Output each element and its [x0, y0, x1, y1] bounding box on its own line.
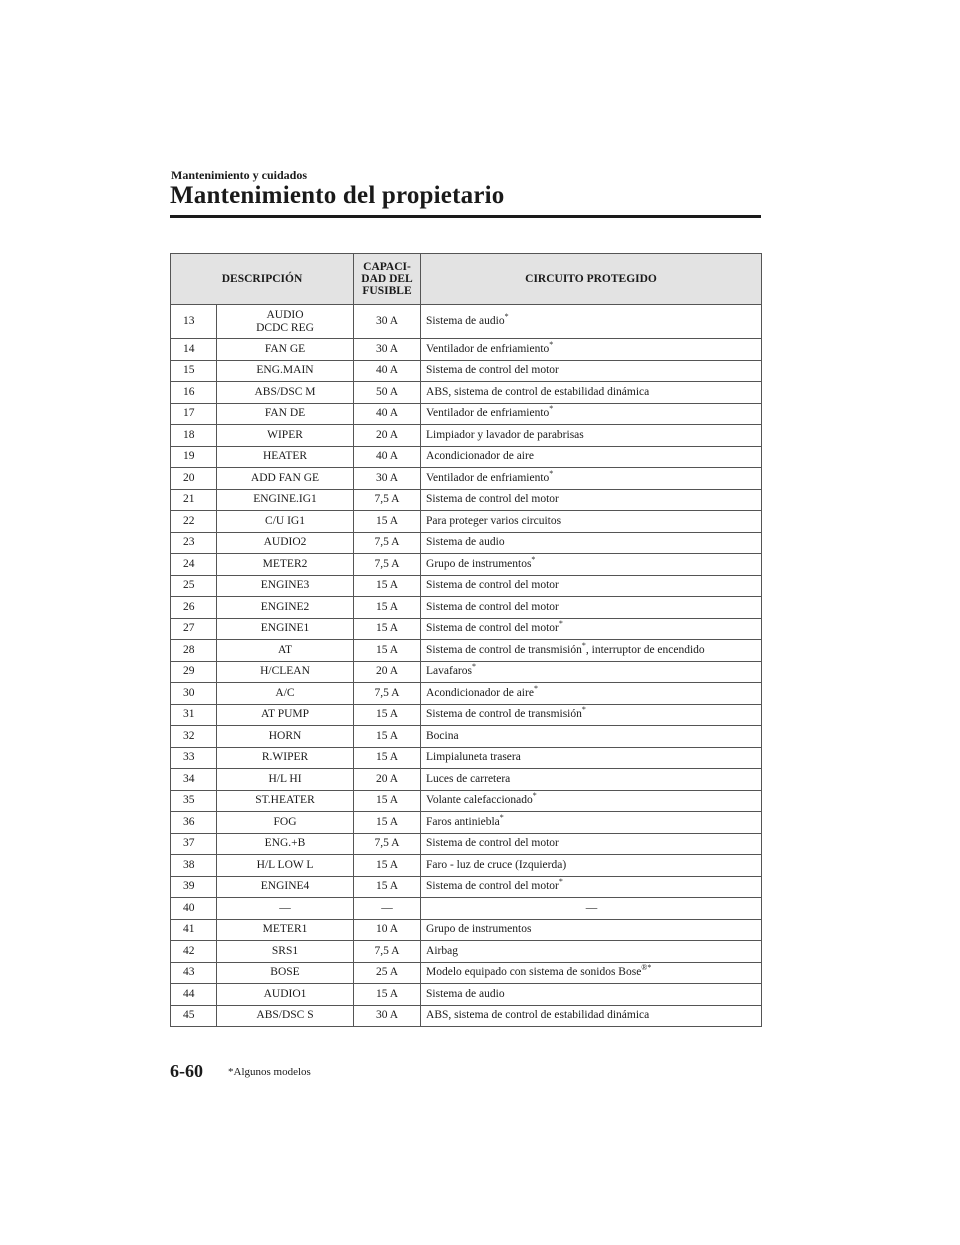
fuse-capacity: — [354, 898, 421, 920]
fuse-capacity: 30 A [354, 305, 421, 339]
circuit-text: Volante calefaccionado [426, 794, 533, 807]
fuse-number: 40 [171, 898, 217, 920]
fuse-circuit [421, 704, 762, 726]
fuse-circuit [421, 554, 762, 576]
footnote-marker: * [558, 619, 563, 629]
fuse-circuit [421, 1005, 762, 1027]
fuse-circuit [421, 726, 762, 748]
page-number: 6-60 [170, 1061, 203, 1081]
fuse-circuit [421, 468, 762, 490]
circuit-text: Lavafaros [426, 665, 472, 678]
table-row [171, 554, 762, 576]
fuse-description: FAN DE [217, 403, 354, 425]
table-row [171, 769, 762, 791]
fuse-circuit [421, 618, 762, 640]
fuse-description: WIPER [217, 425, 354, 447]
footnote-marker: * [581, 641, 586, 651]
circuit-text: Airbag [426, 944, 458, 957]
fuse-description: AUDIO2 [217, 532, 354, 554]
fuse-circuit [421, 898, 762, 920]
fuse-description: R.WIPER [217, 747, 354, 769]
fuse-description: H/L HI [217, 769, 354, 791]
fuse-capacity: 10 A [354, 919, 421, 941]
table-row [171, 898, 762, 920]
table-row [171, 876, 762, 898]
fuse-number: 35 [171, 790, 217, 812]
fuse-circuit [421, 575, 762, 597]
fuse-capacity: 15 A [354, 618, 421, 640]
fuse-capacity: 15 A [354, 984, 421, 1006]
fuse-capacity: 7,5 A [354, 941, 421, 963]
fuse-capacity: 20 A [354, 769, 421, 791]
fuse-number: 27 [171, 618, 217, 640]
fuse-circuit [421, 833, 762, 855]
fuse-capacity: 30 A [354, 468, 421, 490]
fuse-circuit [421, 446, 762, 468]
table-row [171, 640, 762, 662]
footnote-marker: * [533, 684, 538, 694]
fuse-number: 43 [171, 962, 217, 984]
fuse-capacity: 20 A [354, 661, 421, 683]
fuse-number: 38 [171, 855, 217, 877]
table-row [171, 790, 762, 812]
fuse-capacity: 30 A [354, 339, 421, 361]
fuse-capacity: 7,5 A [354, 833, 421, 855]
fuse-number: 44 [171, 984, 217, 1006]
fuse-description: AUDIO DCDC REG [217, 305, 354, 339]
circuit-text: Sistema de audio [426, 315, 505, 328]
table-row [171, 532, 762, 554]
footnote: *Algunos modelos [228, 1066, 311, 1078]
fuse-number: 22 [171, 511, 217, 533]
circuit-text: Luces de carretera [426, 772, 511, 785]
fuse-capacity: 7,5 A [354, 532, 421, 554]
table-row [171, 575, 762, 597]
table-row [171, 618, 762, 640]
fuse-description: ST.HEATER [217, 790, 354, 812]
col-header-description: DESCRIPCIÓN [171, 254, 354, 305]
fuse-circuit [421, 339, 762, 361]
fuse-capacity: 15 A [354, 876, 421, 898]
fuse-number: 36 [171, 812, 217, 834]
fuse-number: 25 [171, 575, 217, 597]
circuit-text: Sistema de control del motor [426, 880, 559, 893]
col-header-circuit: CIRCUITO PROTEGIDO [421, 254, 762, 305]
fuse-capacity: 15 A [354, 597, 421, 619]
circuit-text: Sistema de control del motor [426, 622, 559, 635]
circuit-text: Bocina [426, 729, 459, 742]
fuse-description: H/L LOW L [217, 855, 354, 877]
table-row [171, 425, 762, 447]
footnote-marker: * [499, 813, 504, 823]
footnote-marker: * [558, 877, 563, 887]
table-row [171, 511, 762, 533]
fuse-circuit [421, 489, 762, 511]
circuit-text: Limpiador y lavador de parabrisas [426, 428, 584, 441]
table-row [171, 1005, 762, 1027]
fuse-description: ADD FAN GE [217, 468, 354, 490]
circuit-text: Sistema de control del motor [426, 579, 559, 592]
circuit-text: Limpialuneta trasera [426, 751, 521, 764]
table-row [171, 683, 762, 705]
fuse-description: ENG.MAIN [217, 360, 354, 382]
section-label: Mantenimiento y cuidados [171, 168, 308, 182]
circuit-text: Sistema de control del motor [426, 364, 559, 377]
fuse-number: 39 [171, 876, 217, 898]
circuit-text: — [585, 901, 598, 914]
fuse-number: 16 [171, 382, 217, 404]
circuit-text: Ventilador de enfriamiento [426, 342, 550, 355]
circuit-text: Sistema de control de transmisión [426, 643, 582, 656]
fuse-description: AT PUMP [217, 704, 354, 726]
table-row [171, 446, 762, 468]
fuse-capacity: 7,5 A [354, 554, 421, 576]
fuse-description: METER2 [217, 554, 354, 576]
fuse-circuit [421, 425, 762, 447]
fuse-number: 32 [171, 726, 217, 748]
fuse-number: 18 [171, 425, 217, 447]
table-row [171, 468, 762, 490]
fuse-number: 24 [171, 554, 217, 576]
circuit-text: Faros antiniebla [426, 815, 500, 828]
fuse-capacity: 15 A [354, 747, 421, 769]
fuse-circuit [421, 597, 762, 619]
footnote-marker: ®* [641, 963, 652, 973]
table-row [171, 962, 762, 984]
table-row [171, 747, 762, 769]
fuse-description: ENG.+B [217, 833, 354, 855]
fuse-description: — [217, 898, 354, 920]
fuse-number: 28 [171, 640, 217, 662]
fuse-number: 20 [171, 468, 217, 490]
circuit-text-suffix: , interruptor de encendido [585, 643, 705, 656]
circuit-text: Grupo de instrumentos [426, 923, 532, 936]
fuse-circuit [421, 790, 762, 812]
circuit-text: Para proteger varios circuitos [426, 514, 562, 527]
fuse-capacity: 15 A [354, 812, 421, 834]
fuse-number: 45 [171, 1005, 217, 1027]
fuse-circuit [421, 511, 762, 533]
fuse-description: HEATER [217, 446, 354, 468]
fuse-description: FOG [217, 812, 354, 834]
fuse-circuit [421, 382, 762, 404]
fuse-description: FAN GE [217, 339, 354, 361]
fuse-circuit [421, 661, 762, 683]
footnote-marker: * [549, 340, 554, 350]
fuse-description: SRS1 [217, 941, 354, 963]
circuit-text: Acondicionador de aire [426, 450, 534, 463]
circuit-text: Sistema de control del motor [426, 837, 559, 850]
page-title: Mantenimiento del propietario [170, 182, 505, 209]
fuse-description: ENGINE4 [217, 876, 354, 898]
fuse-capacity: 15 A [354, 704, 421, 726]
fuse-description: H/CLEAN [217, 661, 354, 683]
table-row [171, 833, 762, 855]
table-header-row [171, 254, 762, 305]
fuse-capacity: 20 A [354, 425, 421, 447]
footnote-marker: * [531, 555, 536, 565]
fuse-capacity: 15 A [354, 790, 421, 812]
table-row [171, 726, 762, 748]
table-row [171, 305, 762, 339]
fuse-number: 42 [171, 941, 217, 963]
fuse-description: ENGINE2 [217, 597, 354, 619]
fuse-circuit [421, 683, 762, 705]
fuse-circuit [421, 919, 762, 941]
fuse-circuit [421, 769, 762, 791]
fuse-description: ENGINE1 [217, 618, 354, 640]
table-row [171, 597, 762, 619]
fuse-capacity: 15 A [354, 726, 421, 748]
fuse-number: 19 [171, 446, 217, 468]
table-row [171, 855, 762, 877]
fuse-number: 15 [171, 360, 217, 382]
fuse-number: 41 [171, 919, 217, 941]
fuse-description: METER1 [217, 919, 354, 941]
fuse-capacity: 15 A [354, 575, 421, 597]
fuse-circuit [421, 962, 762, 984]
table-row [171, 339, 762, 361]
fuse-circuit [421, 876, 762, 898]
fuse-circuit [421, 360, 762, 382]
table-row [171, 812, 762, 834]
fuse-capacity: 7,5 A [354, 489, 421, 511]
fuse-capacity: 40 A [354, 403, 421, 425]
fuse-number: 31 [171, 704, 217, 726]
fuse-capacity: 30 A [354, 1005, 421, 1027]
footnote-marker: * [504, 312, 509, 322]
fuse-description: AUDIO1 [217, 984, 354, 1006]
fuse-number: 21 [171, 489, 217, 511]
fuse-number: 26 [171, 597, 217, 619]
fuse-number: 33 [171, 747, 217, 769]
circuit-text: Sistema de control del motor [426, 493, 559, 506]
table-row [171, 919, 762, 941]
table-row [171, 984, 762, 1006]
fuse-description: HORN [217, 726, 354, 748]
fuse-number: 37 [171, 833, 217, 855]
fuse-description: C/U IG1 [217, 511, 354, 533]
footnote-marker: * [472, 662, 476, 672]
circuit-text: Ventilador de enfriamiento [426, 471, 550, 484]
fuse-description: BOSE [217, 962, 354, 984]
fuse-capacity: 7,5 A [354, 683, 421, 705]
fuse-description: A/C [217, 683, 354, 705]
fuse-circuit [421, 640, 762, 662]
fuse-description: ABS/DSC S [217, 1005, 354, 1027]
fuse-circuit [421, 984, 762, 1006]
circuit-text: Sistema de control del motor [426, 600, 559, 613]
fuse-number: 23 [171, 532, 217, 554]
fuse-description: ABS/DSC M [217, 382, 354, 404]
circuit-text: Grupo de instrumentos [426, 557, 532, 570]
fuse-table [170, 253, 762, 1027]
fuse-capacity: 40 A [354, 360, 421, 382]
circuit-text: ABS, sistema de control de estabilidad dinámica [426, 385, 650, 398]
table-row [171, 382, 762, 404]
circuit-text: Sistema de control de transmisión [426, 708, 582, 721]
col-header-capacity: CAPACI- DAD DEL FUSIBLE [354, 254, 421, 305]
fuse-capacity: 50 A [354, 382, 421, 404]
circuit-text: Modelo equipado con sistema de sonidos Bose [426, 966, 642, 979]
fuse-circuit [421, 532, 762, 554]
fuse-description: ENGINE.IG1 [217, 489, 354, 511]
fuse-capacity: 40 A [354, 446, 421, 468]
fuse-description: ENGINE3 [217, 575, 354, 597]
fuse-capacity: 25 A [354, 962, 421, 984]
circuit-text: Faro - luz de cruce (Izquierda) [426, 858, 567, 871]
fuse-circuit [421, 305, 762, 339]
fuse-circuit [421, 812, 762, 834]
footnote-marker: * [532, 791, 537, 801]
circuit-text: Ventilador de enfriamiento [426, 407, 550, 420]
fuse-number: 30 [171, 683, 217, 705]
footnote-marker: * [549, 404, 554, 414]
fuse-circuit [421, 855, 762, 877]
table-row [171, 489, 762, 511]
table-row [171, 704, 762, 726]
fuse-circuit [421, 747, 762, 769]
circuit-text: Acondicionador de aire [426, 686, 534, 699]
circuit-text: ABS, sistema de control de estabilidad dinámica [426, 1009, 650, 1022]
fuse-circuit [421, 941, 762, 963]
fuse-circuit [421, 403, 762, 425]
fuse-capacity: 15 A [354, 855, 421, 877]
table-row [171, 403, 762, 425]
fuse-number: 34 [171, 769, 217, 791]
fuse-description: AT [217, 640, 354, 662]
title-rule [170, 215, 761, 218]
circuit-text: Sistema de audio [426, 536, 505, 549]
fuse-number: 29 [171, 661, 217, 683]
table-row [171, 360, 762, 382]
fuse-number: 13 [171, 305, 217, 339]
fuse-number: 14 [171, 339, 217, 361]
fuse-number: 17 [171, 403, 217, 425]
fuse-capacity: 15 A [354, 511, 421, 533]
footnote-marker: * [581, 705, 586, 715]
table-row [171, 661, 762, 683]
table-row [171, 941, 762, 963]
circuit-text: Sistema de audio [426, 987, 505, 1000]
fuse-capacity: 15 A [354, 640, 421, 662]
footnote-marker: * [549, 469, 554, 479]
